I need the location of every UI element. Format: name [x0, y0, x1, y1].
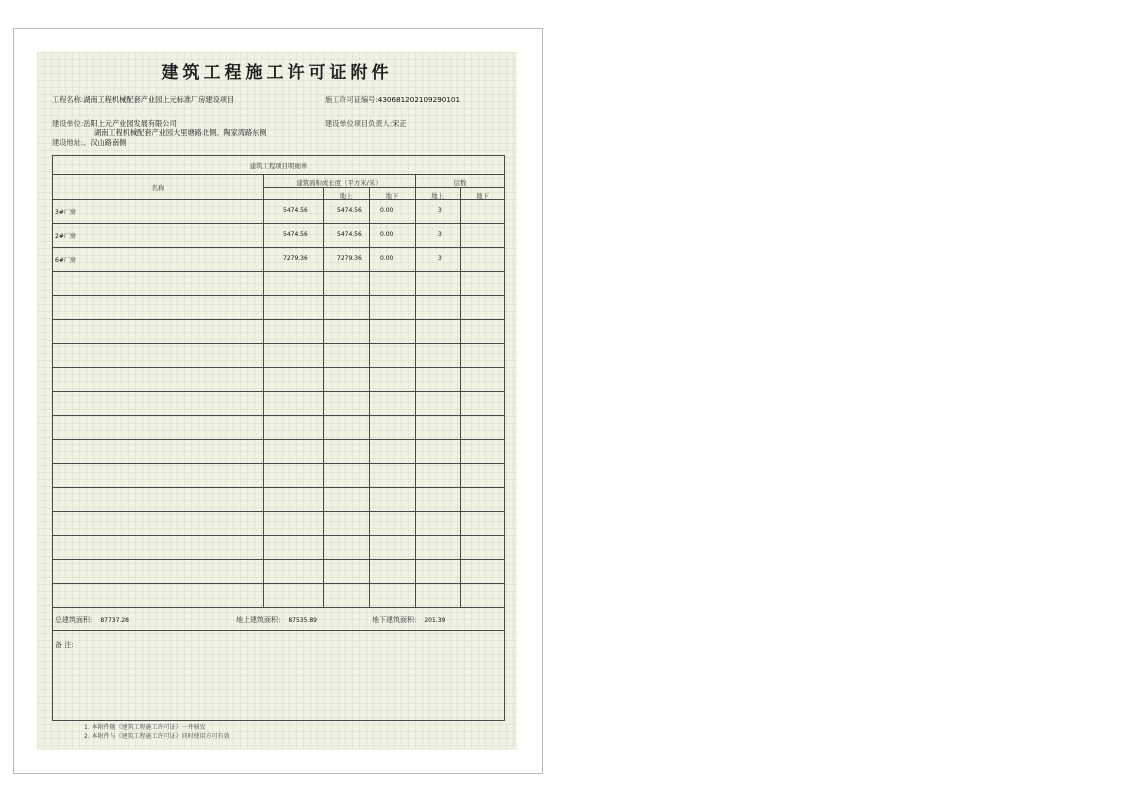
table-rule: [53, 607, 504, 608]
column-header-area: 建筑面积或长度（平方米/米）: [296, 179, 382, 187]
permit-number-field: [325, 95, 460, 105]
column-header-floors-above: 地上: [431, 192, 444, 200]
table-rule: [53, 630, 504, 631]
table-rule: [53, 487, 504, 488]
column-header-area-below: 地下: [385, 192, 399, 200]
builder-value: 岳阳上元产业园发展有限公司: [83, 119, 177, 128]
table-caption: 建筑工程项目明细单: [249, 162, 308, 170]
column-header-name: 名称: [151, 184, 165, 192]
cell-area-above: 5474.56: [337, 231, 362, 238]
table-rule: [263, 187, 505, 188]
cell-name: 2#厂房: [55, 233, 76, 240]
below-ground-area-value: 201.39: [424, 617, 446, 624]
responsible-person-value: 宋正: [392, 119, 407, 128]
above-ground-area-value: 87535.89: [288, 617, 317, 624]
table-rule: [53, 174, 504, 175]
cell-area: 5474.56: [283, 231, 308, 238]
builder-label: 建设单位:: [52, 119, 84, 128]
cell-area-below: 0.00: [380, 255, 394, 262]
address-label: 建设地址:: [52, 138, 84, 147]
above-ground-area-field: [236, 615, 317, 625]
cell-area-above: 5474.56: [337, 207, 362, 214]
table-rule: [53, 415, 504, 416]
table-rule: [53, 271, 504, 272]
cell-area-below: 0.00: [380, 207, 394, 214]
permit-number-value: 430681202109290101: [377, 95, 461, 104]
table-rule: [53, 511, 504, 512]
table-rule: [53, 319, 504, 320]
total-area-label: 总建筑面积:: [55, 616, 93, 624]
cell-floors-above: 3: [438, 207, 442, 214]
project-name-field: [52, 95, 234, 105]
address-field: [52, 138, 126, 148]
below-ground-area-label: 地下建筑面积:: [372, 616, 417, 624]
footnote-2: 2. 本附件与《建筑工程施工许可证》同时使用方可有效: [84, 733, 230, 740]
responsible-person-label: 建设单位项目负责人:: [325, 119, 393, 128]
below-ground-area-field: [372, 615, 445, 625]
table-rule: [53, 295, 504, 296]
responsible-person-field: [325, 119, 407, 129]
table-rule: [53, 223, 504, 224]
permit-number-label: 施工许可证编号:: [325, 95, 378, 104]
column-header-floors-below: 地下: [476, 192, 489, 200]
address-line-1: 湖南工程机械配套产业园大里塘路北侧、陶家湾路东侧: [94, 128, 267, 137]
cell-name: 6#厂房: [55, 257, 76, 264]
table-rule: [415, 174, 416, 607]
cell-floors-above: 3: [438, 231, 442, 238]
table-rule: [53, 439, 504, 440]
table-rule: [323, 187, 324, 607]
footnote-1: 1. 本附件随《建筑工程施工许可证》一并核发: [84, 724, 206, 731]
page-title: 建筑工程施工许可证附件: [161, 63, 393, 83]
table-rule: [53, 463, 504, 464]
above-ground-area-label: 地上建筑面积:: [236, 616, 281, 624]
table-rule: [53, 391, 504, 392]
project-detail-table: [52, 155, 505, 721]
cell-area-below: 0.00: [380, 231, 394, 238]
cell-area: 7279.36: [283, 255, 308, 262]
remarks-label: 备 注:: [55, 641, 74, 649]
cell-area: 5474.56: [283, 207, 308, 214]
column-header-floors: 层数: [453, 179, 467, 187]
project-name-value: 湖南工程机械配套产业园上元标准厂房建设项目: [83, 95, 235, 104]
address-line-2: 、汉山路南侧: [83, 138, 127, 147]
project-name-label: 工程名称:: [52, 95, 84, 104]
table-rule: [263, 174, 264, 607]
table-rule: [53, 535, 504, 536]
table-rule: [53, 367, 504, 368]
table-rule: [460, 187, 461, 607]
table-rule: [53, 559, 504, 560]
cell-name: 3#厂房: [55, 209, 76, 216]
permit-attachment-page: [37, 52, 517, 750]
total-area-field: [55, 615, 129, 625]
table-rule: [53, 343, 504, 344]
table-rule: [53, 583, 504, 584]
column-header-area-above: 地上: [339, 192, 353, 200]
table-rule: [369, 187, 370, 607]
table-rule: [53, 247, 504, 248]
total-area-value: 87737.28: [100, 617, 129, 624]
cell-floors-above: 3: [438, 255, 442, 262]
cell-area-above: 7279.36: [337, 255, 362, 262]
